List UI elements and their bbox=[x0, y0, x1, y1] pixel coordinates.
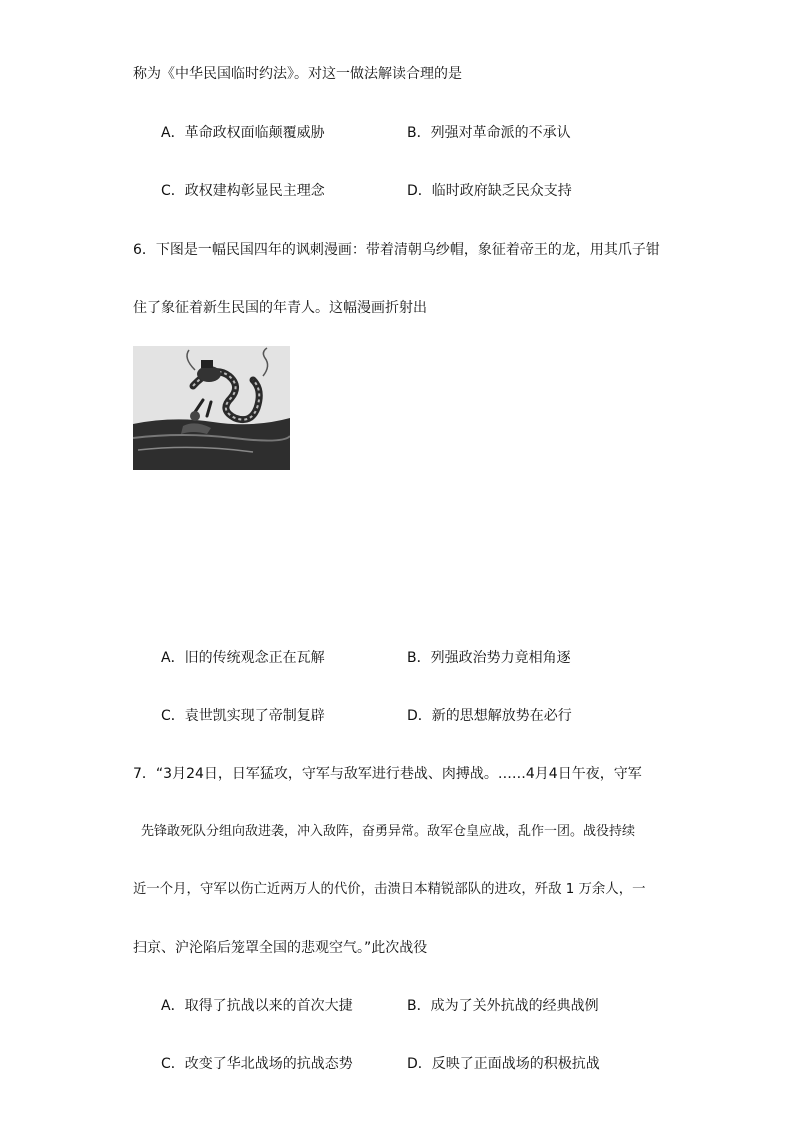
q6-option-c: C．袁世凯实现了帝制复辟 bbox=[161, 708, 325, 724]
q6-option-d: D．新的思想解放势在必行 bbox=[407, 708, 572, 724]
q7-stem-line1: 7．“3月24日，日军猛攻，守军与敌军进行巷战、肉搏战。……4月4日午夜，守军 bbox=[133, 766, 642, 782]
q7-stem-line3: 近一个月，守军以伤亡近两万人的代价，击溃日本精锐部队的进攻，歼敌 1 万余人，一 bbox=[133, 882, 646, 897]
q7-option-b: B．成为了关外抗战的经典战例 bbox=[407, 998, 599, 1014]
q7-option-a: A．取得了抗战以来的首次大捷 bbox=[161, 998, 353, 1014]
q5-option-d: D．临时政府缺乏民众支持 bbox=[407, 183, 572, 199]
q5-stem-tail: 称为《中华民国临时约法》。对这一做法解读合理的是 bbox=[133, 66, 462, 82]
q5-option-b: B．列强对革命派的不承认 bbox=[407, 125, 571, 141]
q6-option-a: A．旧的传统观念正在瓦解 bbox=[161, 650, 325, 666]
q5-option-a: A．革命政权面临颠覆威胁 bbox=[161, 125, 325, 141]
cartoon-drawing bbox=[133, 346, 290, 470]
q7-option-c: C．改变了华北战场的抗战态势 bbox=[161, 1056, 353, 1072]
q6-stem-line1: 6．下图是一幅民国四年的讽刺漫画：带着清朝乌纱帽，象征着帝王的龙，用其爪子钳 bbox=[133, 242, 660, 258]
q7-stem-line4: 扫京、沪沦陷后笼罩全国的悲观空气。”此次战役 bbox=[133, 940, 428, 956]
q7-option-d: D．反映了正面战场的积极抗战 bbox=[407, 1056, 600, 1072]
q7-stem-line2: 先锋敢死队分组向敌进袭，冲入敌阵，奋勇异常。敌军仓皇应战，乱作一团。战役持续 bbox=[141, 824, 636, 839]
q5-option-c: C．政权建构彰显民主理念 bbox=[161, 183, 325, 199]
q6-stem-line2: 住了象征着新生民国的年青人。这幅漫画折射出 bbox=[133, 300, 427, 316]
q6-option-b: B．列强政治势力竟相角逐 bbox=[407, 650, 571, 666]
satirical-cartoon-image bbox=[133, 346, 290, 470]
